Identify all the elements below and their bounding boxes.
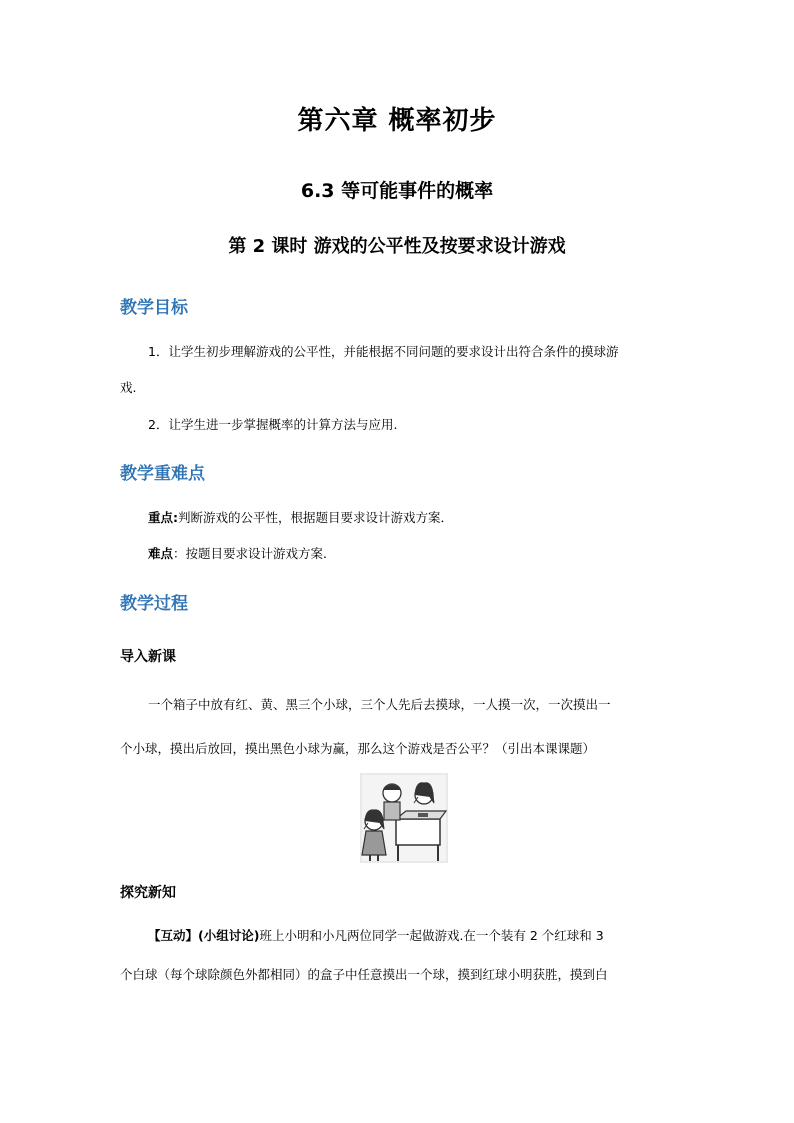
key-point	[148, 508, 453, 526]
key-point-label: 重点:	[148, 510, 178, 525]
objective-1-line-1: 1．让学生初步理解游戏的公平性，并能根据不同问题的要求设计出符合条件的摸球游	[148, 344, 619, 359]
objective-1-line-2: 戏.	[120, 380, 137, 395]
chapter-title: 第六章 概率初步	[297, 106, 497, 136]
key-points-heading: 教学重难点	[120, 464, 205, 484]
difficult-point-label: 难点	[148, 546, 174, 561]
explore-line-1	[148, 926, 604, 944]
process-heading: 教学过程	[120, 594, 188, 614]
explore-line-2: 个白球（每个球除颜色外都相同）的盒子中任意摸出一个球，摸到红球小明获胜，摸到白	[120, 967, 608, 982]
objectives-heading: 教学目标	[120, 298, 188, 318]
difficult-point-text: ：按题目要求设计游戏方案.	[173, 546, 327, 561]
intro-line-2: 个小球，摸出后放回，摸出黑色小球为赢，那么这个游戏是否公平？（引出本课课题）	[120, 741, 596, 756]
lesson-title: 第 2 课时 游戏的公平性及按要求设计游戏	[228, 236, 566, 257]
difficult-point	[148, 544, 327, 562]
explore-text: 班上小明和小凡两位同学一起做游戏.在一个装有 2 个红球和 3	[259, 928, 604, 943]
explore-heading: 探究新知	[120, 885, 176, 901]
objective-2: 2．让学生进一步掌握概率的计算方法与应用.	[148, 417, 398, 432]
explore-label: 【互动】(小组讨论)	[148, 928, 260, 943]
children-playing-illustration	[360, 773, 448, 863]
intro-heading: 导入新课	[120, 649, 176, 665]
section-title: 6.3 等可能事件的概率	[300, 180, 494, 202]
intro-line-1: 一个箱子中放有红、黄、黑三个小球，三个人先后去摸球，一人摸一次，一次摸出一	[148, 697, 611, 712]
key-point-text: 判断游戏的公平性，根据题目要求设计游戏方案．	[178, 510, 454, 525]
